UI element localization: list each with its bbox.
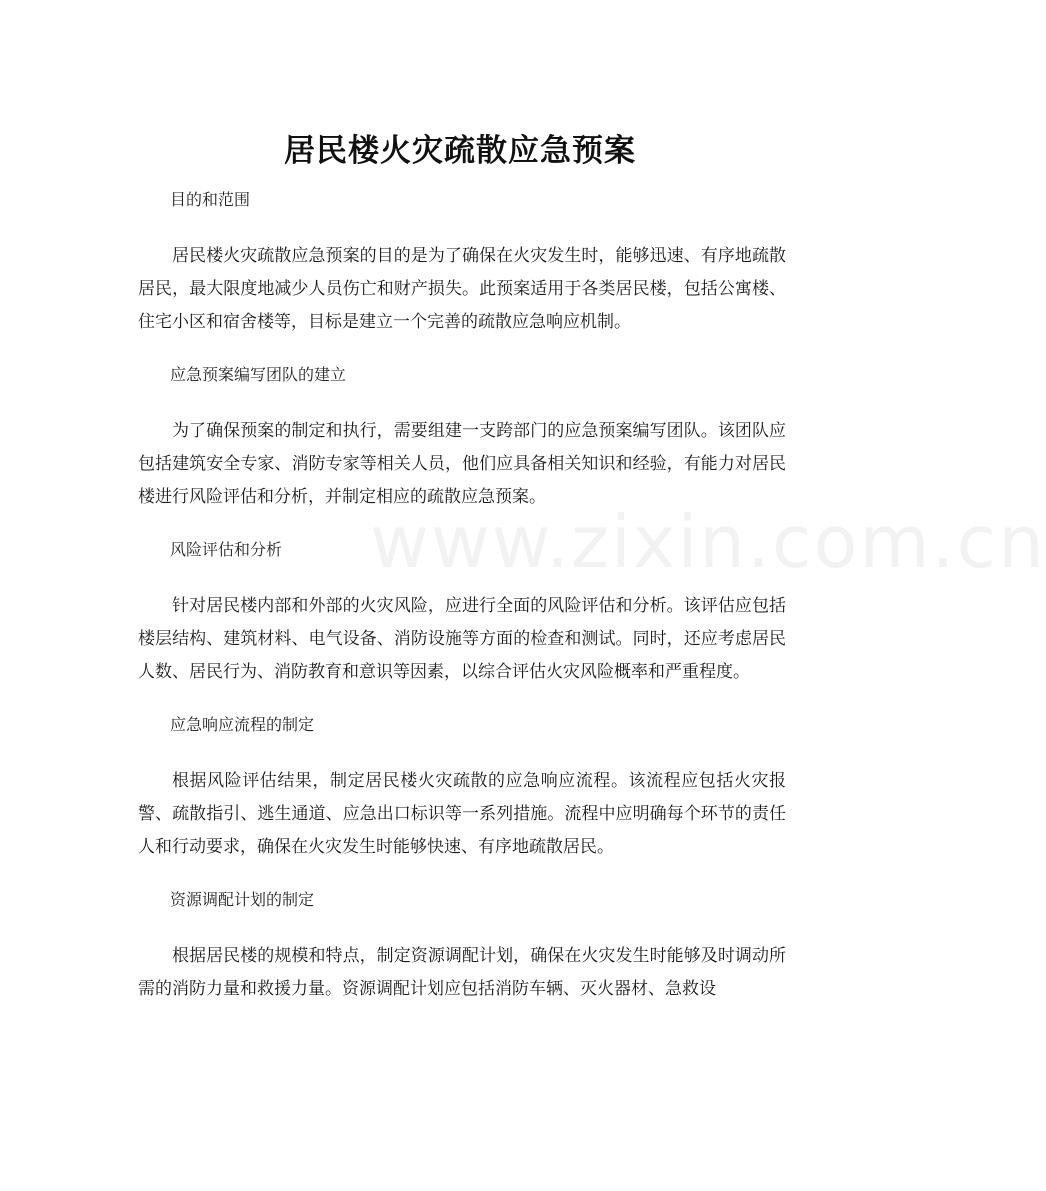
section-heading: 风险评估和分析 (170, 540, 283, 559)
watermark: www.zixin.com.cn (370, 500, 1046, 584)
section-response-process (138, 709, 786, 864)
section-paragraph: 为了确保预案的制定和执行，需要组建一支跨部门的应急预案编写团队。该团队应包括建筑安全专家、消防专家等相关人员，他们应具备相关知识和经验，有能力对居民楼进行风险评估和分析，并制定相应的疏散应急预案。 (138, 421, 786, 507)
section-heading: 应急响应流程的制定 (170, 715, 315, 734)
section-heading: 目的和范围 (170, 190, 251, 209)
section-resource-plan (138, 884, 786, 1006)
document-title: 居民楼火灾疏散应急预案 (284, 132, 636, 169)
section-paragraph: 根据居民楼的规模和特点，制定资源调配计划，确保在火灾发生时能够及时调动所需的消防力量和救援力量。资源调配计划应包括消防车辆、灭火器材、急救设 (138, 946, 786, 999)
document-body (138, 184, 786, 1026)
section-paragraph: 居民楼火灾疏散应急预案的目的是为了确保在火灾发生时，能够迅速、有序地疏散居民，最大限度地减少人员伤亡和财产损失。此预案适用于各类居民楼，包括公寓楼、住宅小区和宿舍楼等，目标是建立一个完善的疏散应急响应机制。 (138, 246, 786, 332)
section-paragraph: 针对居民楼内部和外部的火灾风险，应进行全面的风险评估和分析。该评估应包括楼层结构、建筑材料、电气设备、消防设施等方面的检查和测试。同时，还应考虑居民人数、居民行为、消防教育和意识等因素，以综合评估火灾风险概率和严重程度。 (138, 596, 786, 682)
section-heading: 资源调配计划的制定 (170, 890, 315, 909)
section-purpose-scope (138, 184, 786, 339)
section-paragraph: 根据风险评估结果，制定居民楼火灾疏散的应急响应流程。该流程应包括火灾报警、疏散指引、逃生通道、应急出口标识等一系列措施。流程中应明确每个环节的责任人和行动要求，确保在火灾发生时能够快速、有序地疏散居民。 (138, 771, 786, 857)
section-risk-assessment (138, 534, 786, 689)
section-heading: 应急预案编写团队的建立 (170, 365, 347, 384)
section-team (138, 359, 786, 514)
